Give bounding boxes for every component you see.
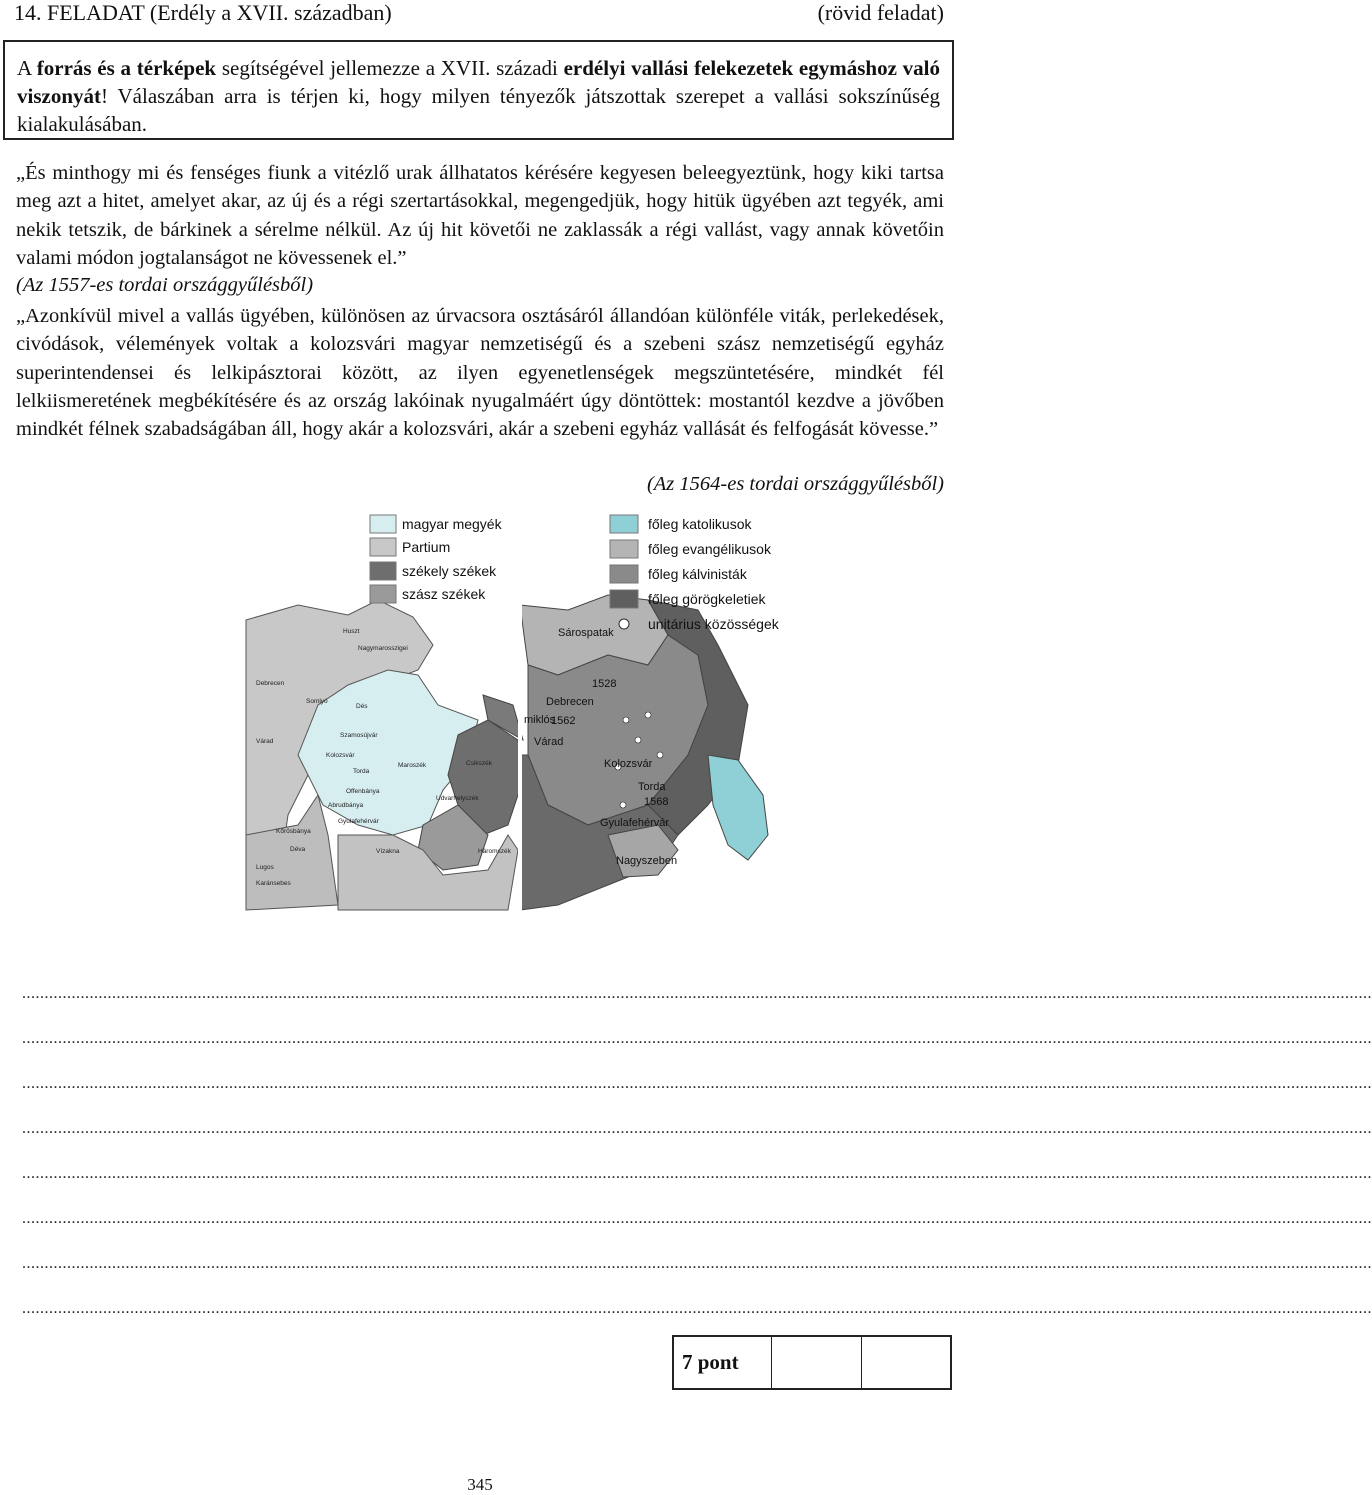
source-1-text: „És minthogy mi és fenséges fiunk a vitézlő urak állhatatos kérésére kegyesen beleegyeztünk, hogy kiki tartsa meg azt a hitet, amelyet akar, az új és a régi szertartásokkal, megengedjük, hogy hitük ügyében azt tegyék, ami nekik tetszik, de bárkinek a sérelme nélkül. Az új hit követői ne zaklassák a régi vallást, vagy annak követőin valami módon jogtalanságot ne kövessenek el.” xyxy=(16,162,944,269)
place-gyulafehervar-right: Gyulafehérvár xyxy=(600,817,670,829)
catholic-szekely xyxy=(708,755,768,860)
task-instruction-box xyxy=(3,40,954,140)
place-deva: Déva xyxy=(290,846,306,853)
place-udvarhelyszek: Udvarhelyszék xyxy=(436,795,479,802)
place-vizakna: Vízakna xyxy=(376,848,400,855)
place-debrecen-left: Debrecen xyxy=(256,680,285,687)
place-nagyszeben: Nagyszeben xyxy=(616,855,678,867)
legend-magyar: magyar megyék xyxy=(402,516,502,532)
legend-swatch-unitarius xyxy=(619,619,629,629)
legend-swatch-partium xyxy=(370,538,396,556)
year-1562: 1562 xyxy=(551,715,576,727)
source-2-citation: (Az 1564-es tordai országgyűlésből) xyxy=(646,473,944,495)
year-1528: 1528 xyxy=(592,678,617,690)
score-cell-2[interactable] xyxy=(862,1337,950,1388)
legend-partium: Partium xyxy=(402,539,451,555)
task-text-3: ! Válaszában arra is térjen ki, hogy milyen tényezők játszottak szerepet a vallási sokszínűség kialakulásában. xyxy=(17,84,940,136)
place-huszt: Huszt xyxy=(343,628,360,635)
place-miklos: miklós xyxy=(524,714,556,726)
legend-katolikus: főleg katolikusok xyxy=(648,516,752,532)
place-kolozsvar-left: Kolozsvár xyxy=(326,752,355,759)
place-sarospatak: Sárospatak xyxy=(558,627,614,639)
answer-line[interactable]: ............................................................................................................................................................................................................................................................................................................ xyxy=(22,1165,1372,1182)
place-karansebes: Karánsebes xyxy=(256,880,291,887)
place-gyulafehervar-left: Gyulafehérvár xyxy=(338,818,379,825)
answer-line[interactable]: ............................................................................................................................................................................................................................................................................................................ xyxy=(22,985,1372,1002)
task-bold-2: erdélyi vallási felekezetek egymáshoz való viszonyát xyxy=(17,56,940,108)
place-somlyo: Somlyó xyxy=(306,698,328,705)
place-szamosujvar: Szamosújvár xyxy=(340,732,378,739)
task-bold-1: forrás és a térképek xyxy=(36,56,217,80)
place-torda-right: Torda xyxy=(638,781,666,793)
place-debrecen-right: Debrecen xyxy=(546,696,594,708)
place-varad-left: Várad xyxy=(256,738,274,745)
place-nagymarossziget: Nagymarosszigei xyxy=(358,645,408,652)
place-csikszek: Csikszék xyxy=(466,760,493,767)
source-1-citation: (Az 1557-es tordai országgyűlésből) xyxy=(16,274,314,296)
legend-swatch-katolikus xyxy=(610,515,638,533)
place-lugos: Lugos xyxy=(256,864,274,871)
legend-gorogkeleti: főleg görögkeletiek xyxy=(648,591,766,607)
legend-swatch-kalvinista xyxy=(610,565,638,583)
legend-swatch-gorogkeleti xyxy=(610,590,638,608)
maps-svg xyxy=(228,505,958,915)
answer-line[interactable]: ............................................................................................................................................................................................................................................................................................................ xyxy=(22,1030,1372,1047)
place-kolozsvar-right: Kolozsvár xyxy=(604,758,653,770)
legend-swatch-magyar xyxy=(370,515,396,533)
left-map xyxy=(246,515,523,910)
year-1568: 1568 xyxy=(644,796,669,808)
page-number: 345 xyxy=(467,1475,493,1494)
legend-swatch-szekely xyxy=(370,562,396,580)
task-title: 14. FELADAT (Erdély a XVII. században) xyxy=(14,0,392,25)
answer-line[interactable]: ............................................................................................................................................................................................................................................................................................................ xyxy=(22,1255,1372,1272)
source-2-text: „Azonkívül mivel a vallás ügyében, különösen az úrvacsora osztásáról állandóan különféle viták, perlekedések, civódások, vélemények voltak a kolozsvári magyar nemzetiségű és a szebeni szász nemzetiségű egyház superintendensei és lelkipásztorai között, az ilyen egyenetlenségek megszüntetésére, mindkét fél lelkiismeretének megbékítésére és az ország lakóinak nyugalmáért úgy döntöttek: mostantól kezdve a jövőben mindkét félnek szabadságában áll, hogy akár a kolozsvári, akár a szebeni egyház vallását és felfogását kövesse.” xyxy=(16,305,944,441)
place-offenbanya: Offenbánya xyxy=(346,788,380,795)
answer-line[interactable]: ............................................................................................................................................................................................................................................................................................................ xyxy=(22,1075,1372,1092)
score-box xyxy=(672,1335,952,1390)
place-korosbanya: Kőrösbánya xyxy=(276,828,311,835)
legend-szasz: szász székek xyxy=(402,586,486,602)
legend-unitarius: unitárius közösségek xyxy=(648,616,779,632)
task-type: (rövid feladat) xyxy=(817,0,944,25)
answer-line[interactable]: ............................................................................................................................................................................................................................................................................................................ xyxy=(22,1210,1372,1227)
score-label: 7 pont xyxy=(674,1337,772,1388)
answer-line[interactable]: ............................................................................................................................................................................................................................................................................................................ xyxy=(22,1120,1372,1137)
legend-szekely: székely székek xyxy=(402,563,497,579)
place-abrudbanya: Abrudbánya xyxy=(328,802,364,809)
place-haromszek: Háromszék xyxy=(478,848,511,855)
legend-swatch-evangelikus xyxy=(610,540,638,558)
legend-evangelikus: főleg evangélikusok xyxy=(648,541,771,557)
answer-line[interactable]: ............................................................................................................................................................................................................................................................................................................ xyxy=(22,1300,1372,1317)
legend-kalvinista: főleg kálvinisták xyxy=(648,566,747,582)
task-text-1: A xyxy=(17,56,37,80)
place-varad-right: Várad xyxy=(534,736,564,748)
score-cell-1[interactable] xyxy=(772,1337,861,1388)
task-text-2: segítségével jellemezze a XVII. századi xyxy=(216,56,564,80)
place-torda-left: Torda xyxy=(353,768,370,775)
maps-figure xyxy=(228,505,958,915)
place-maroszek: Maroszék xyxy=(398,762,427,769)
place-des: Dés xyxy=(356,703,368,710)
right-map xyxy=(520,505,780,915)
legend-swatch-szasz xyxy=(370,585,396,603)
